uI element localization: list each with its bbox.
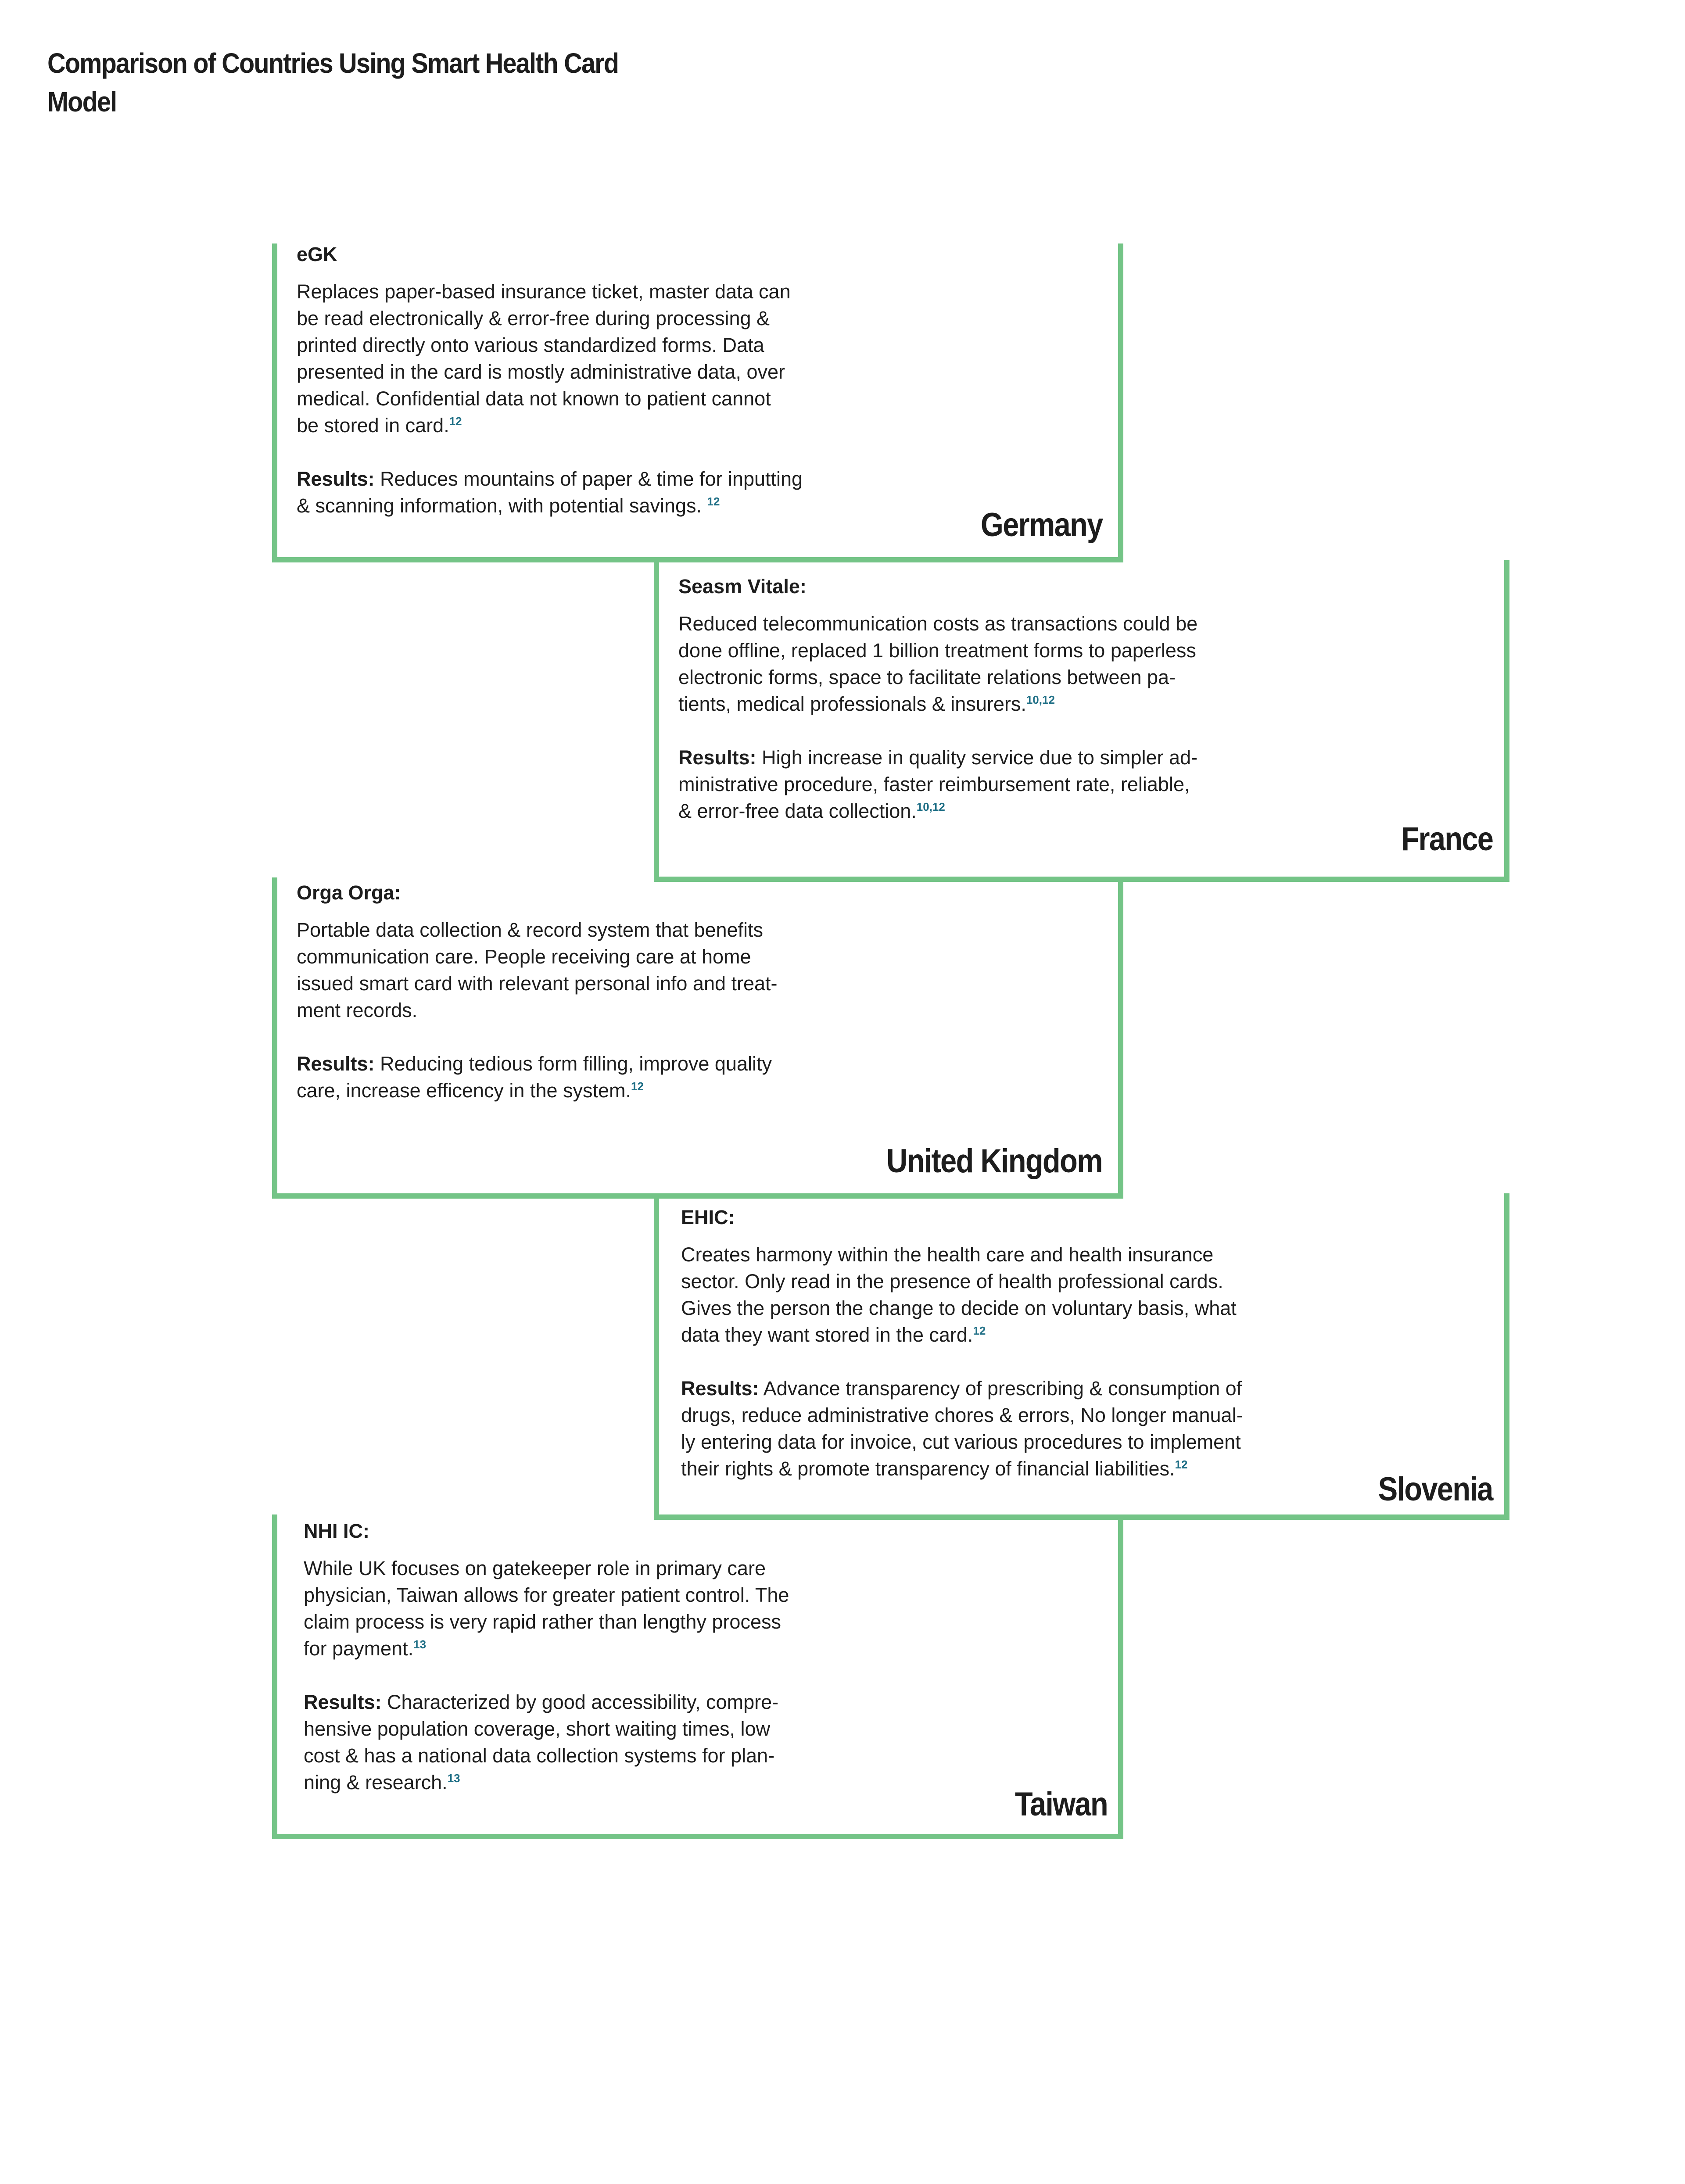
card-name: NHI IC: [304,1520,369,1542]
card-body [678,573,1197,824]
card-results: Results: Characterized by good accessibility, compre- hensive population coverage, short waiting times, low cost & has a national data collection systems for plan- ning & research.$^{13}$ [304,1691,779,1794]
card-name: Seasm Vitale: [678,575,807,598]
card-body [297,880,778,1104]
reference-number: 12 [707,495,720,508]
results-label: Results: [681,1377,759,1400]
reference-number: 12 [1175,1458,1188,1471]
card-description: While UK focuses on gatekeeper role in primary care physician, Taiwan allows for greater patient control. The claim process is very rapid rather than lengthy process for payment.$^{13}$ [304,1557,789,1660]
card-body [304,1518,789,1796]
country-label: Germany [980,506,1102,544]
country-label: United Kingdom [886,1142,1102,1180]
results-label: Results: [304,1691,382,1713]
reference-number: 12 [449,415,462,428]
card-description: Reduced telecommunication costs as transactions could be done offline, replaced 1 billion treatment forms to paperless electronic forms, space to facilitate relations between pa- tients, medical professionals & insurers.$^{10,12}$ [678,612,1198,715]
card-france [654,560,1509,882]
card-slovenia [654,1193,1509,1520]
reference-number: 12 [973,1324,986,1337]
card-name: eGK [297,243,337,265]
country-label: France [1401,820,1493,858]
card-results: Results: Advance transparency of prescribing & consumption of drugs, reduce administrative chores & errors, No longer manual- ly entering data for invoice, cut various procedures to implement their rights & promote transparency of financial liabilities.$^{12}$ [681,1377,1243,1480]
results-label: Results: [678,746,756,769]
card-body [297,241,803,519]
card-germany [272,243,1123,562]
reference-number: 13 [447,1772,460,1785]
results-label: Results: [297,1053,375,1075]
card-name: EHIC: [681,1206,735,1228]
card-taiwan [272,1514,1123,1839]
country-label: Slovenia [1378,1471,1493,1508]
page-title: Comparison of Countries Using Smart Health Card Model [47,47,619,118]
reference-number: 10,12 [916,800,945,813]
results-label: Results: [297,468,375,490]
card-results: Results: Reducing tedious form filling, improve quality care, increase efficency in the system.$^{12}$ [297,1053,772,1102]
reference-number: 12 [631,1080,644,1093]
card-united-kingdom [272,877,1123,1199]
reference-number: 13 [413,1638,427,1651]
card-description: Portable data collection & record system that benefits communication care. People receiving care at home issued smart card with relevant personal info and treat- ment records. [297,919,778,1021]
card-description: Creates harmony within the health care and health insurance sector. Only read in the presence of health professional cards. Gives the person the change to decide on voluntary basis, what data they want stored in the card.$^{12}$ [681,1243,1237,1346]
card-name: Orga Orga: [297,881,401,904]
card-results: Results: High increase in quality service due to simpler ad- ministrative procedure, faster reimbursement rate, reliable, & error-free data collection.$^{10,12}$ [678,746,1198,822]
card-results: Results: Reduces mountains of paper & time for inputting & scanning information, with potential savings. $^{12}$ [297,468,803,517]
country-label: Taiwan [1015,1786,1108,1823]
reference-number: 10,12 [1026,693,1055,706]
card-description: Replaces paper-based insurance ticket, master data can be read electronically & error-free during processing & printed directly onto various standardized forms. Data presented in the card is mostly administrative data, over medical. Confidential data not known to patient cannot be stored in card.$^{12}$ [297,280,791,437]
card-body [681,1204,1243,1482]
